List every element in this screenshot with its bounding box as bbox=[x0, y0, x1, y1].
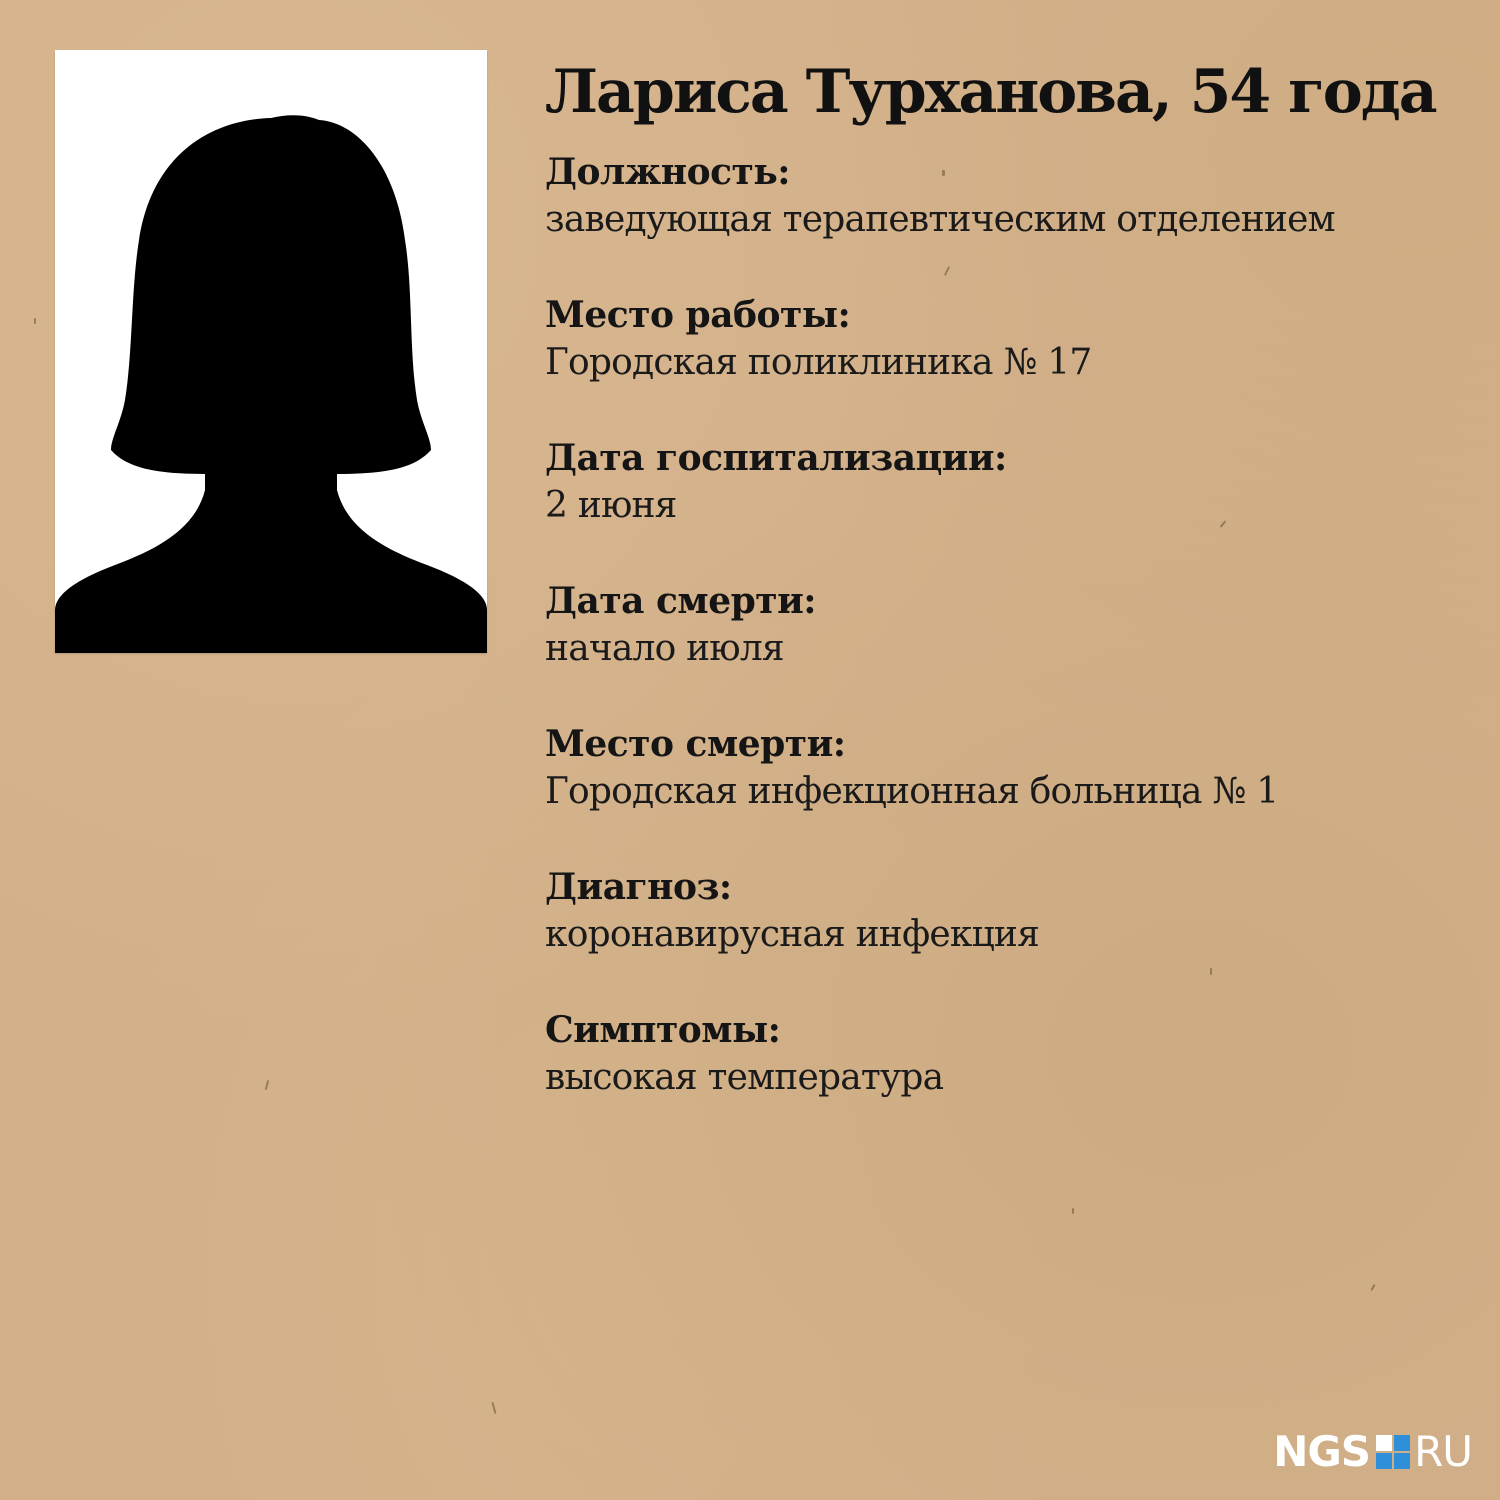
field-label: Симптомы: bbox=[545, 1009, 781, 1051]
field-value: 2 июня bbox=[545, 485, 677, 526]
field-hospitalization-date bbox=[545, 434, 1475, 577]
info-fields bbox=[545, 148, 1475, 1149]
field-label: Дата смерти: bbox=[545, 580, 817, 622]
paper-speck bbox=[34, 318, 36, 324]
field-position bbox=[545, 148, 1475, 291]
field-value: высокая температура bbox=[545, 1057, 944, 1098]
paper-speck bbox=[1370, 1284, 1375, 1291]
field-label: Место работы: bbox=[545, 294, 851, 336]
field-workplace bbox=[545, 291, 1475, 434]
paper-speck bbox=[491, 1402, 496, 1414]
person-name-title: Лариса Турханова, 54 года bbox=[545, 57, 1436, 127]
field-death-date bbox=[545, 577, 1475, 720]
logo-square-icon bbox=[1376, 1435, 1410, 1469]
paper-speck bbox=[265, 1080, 270, 1090]
field-label: Диагноз: bbox=[545, 866, 732, 908]
field-symptoms bbox=[545, 1006, 1475, 1149]
field-value: заведующая терапевтическим отделением bbox=[545, 199, 1335, 240]
field-value: Городская поликлиника № 17 bbox=[545, 342, 1092, 383]
field-value: Городская инфекционная больница № 1 bbox=[545, 771, 1279, 812]
logo-text-ngs: NGS bbox=[1273, 1427, 1371, 1476]
profile-photo-placeholder bbox=[55, 50, 487, 653]
field-value: коронавирусная инфекция bbox=[545, 914, 1040, 955]
field-label: Место смерти: bbox=[545, 723, 846, 765]
paper-speck bbox=[1072, 1208, 1074, 1214]
field-value: начало июля bbox=[545, 628, 784, 669]
field-death-place bbox=[545, 720, 1475, 863]
ngs-logo bbox=[1273, 1427, 1472, 1476]
logo-text-ru: RU bbox=[1414, 1427, 1472, 1476]
field-diagnosis bbox=[545, 863, 1475, 1006]
female-silhouette-icon bbox=[55, 50, 487, 653]
field-label: Должность: bbox=[545, 151, 791, 193]
field-label: Дата госпитализации: bbox=[545, 437, 1007, 479]
